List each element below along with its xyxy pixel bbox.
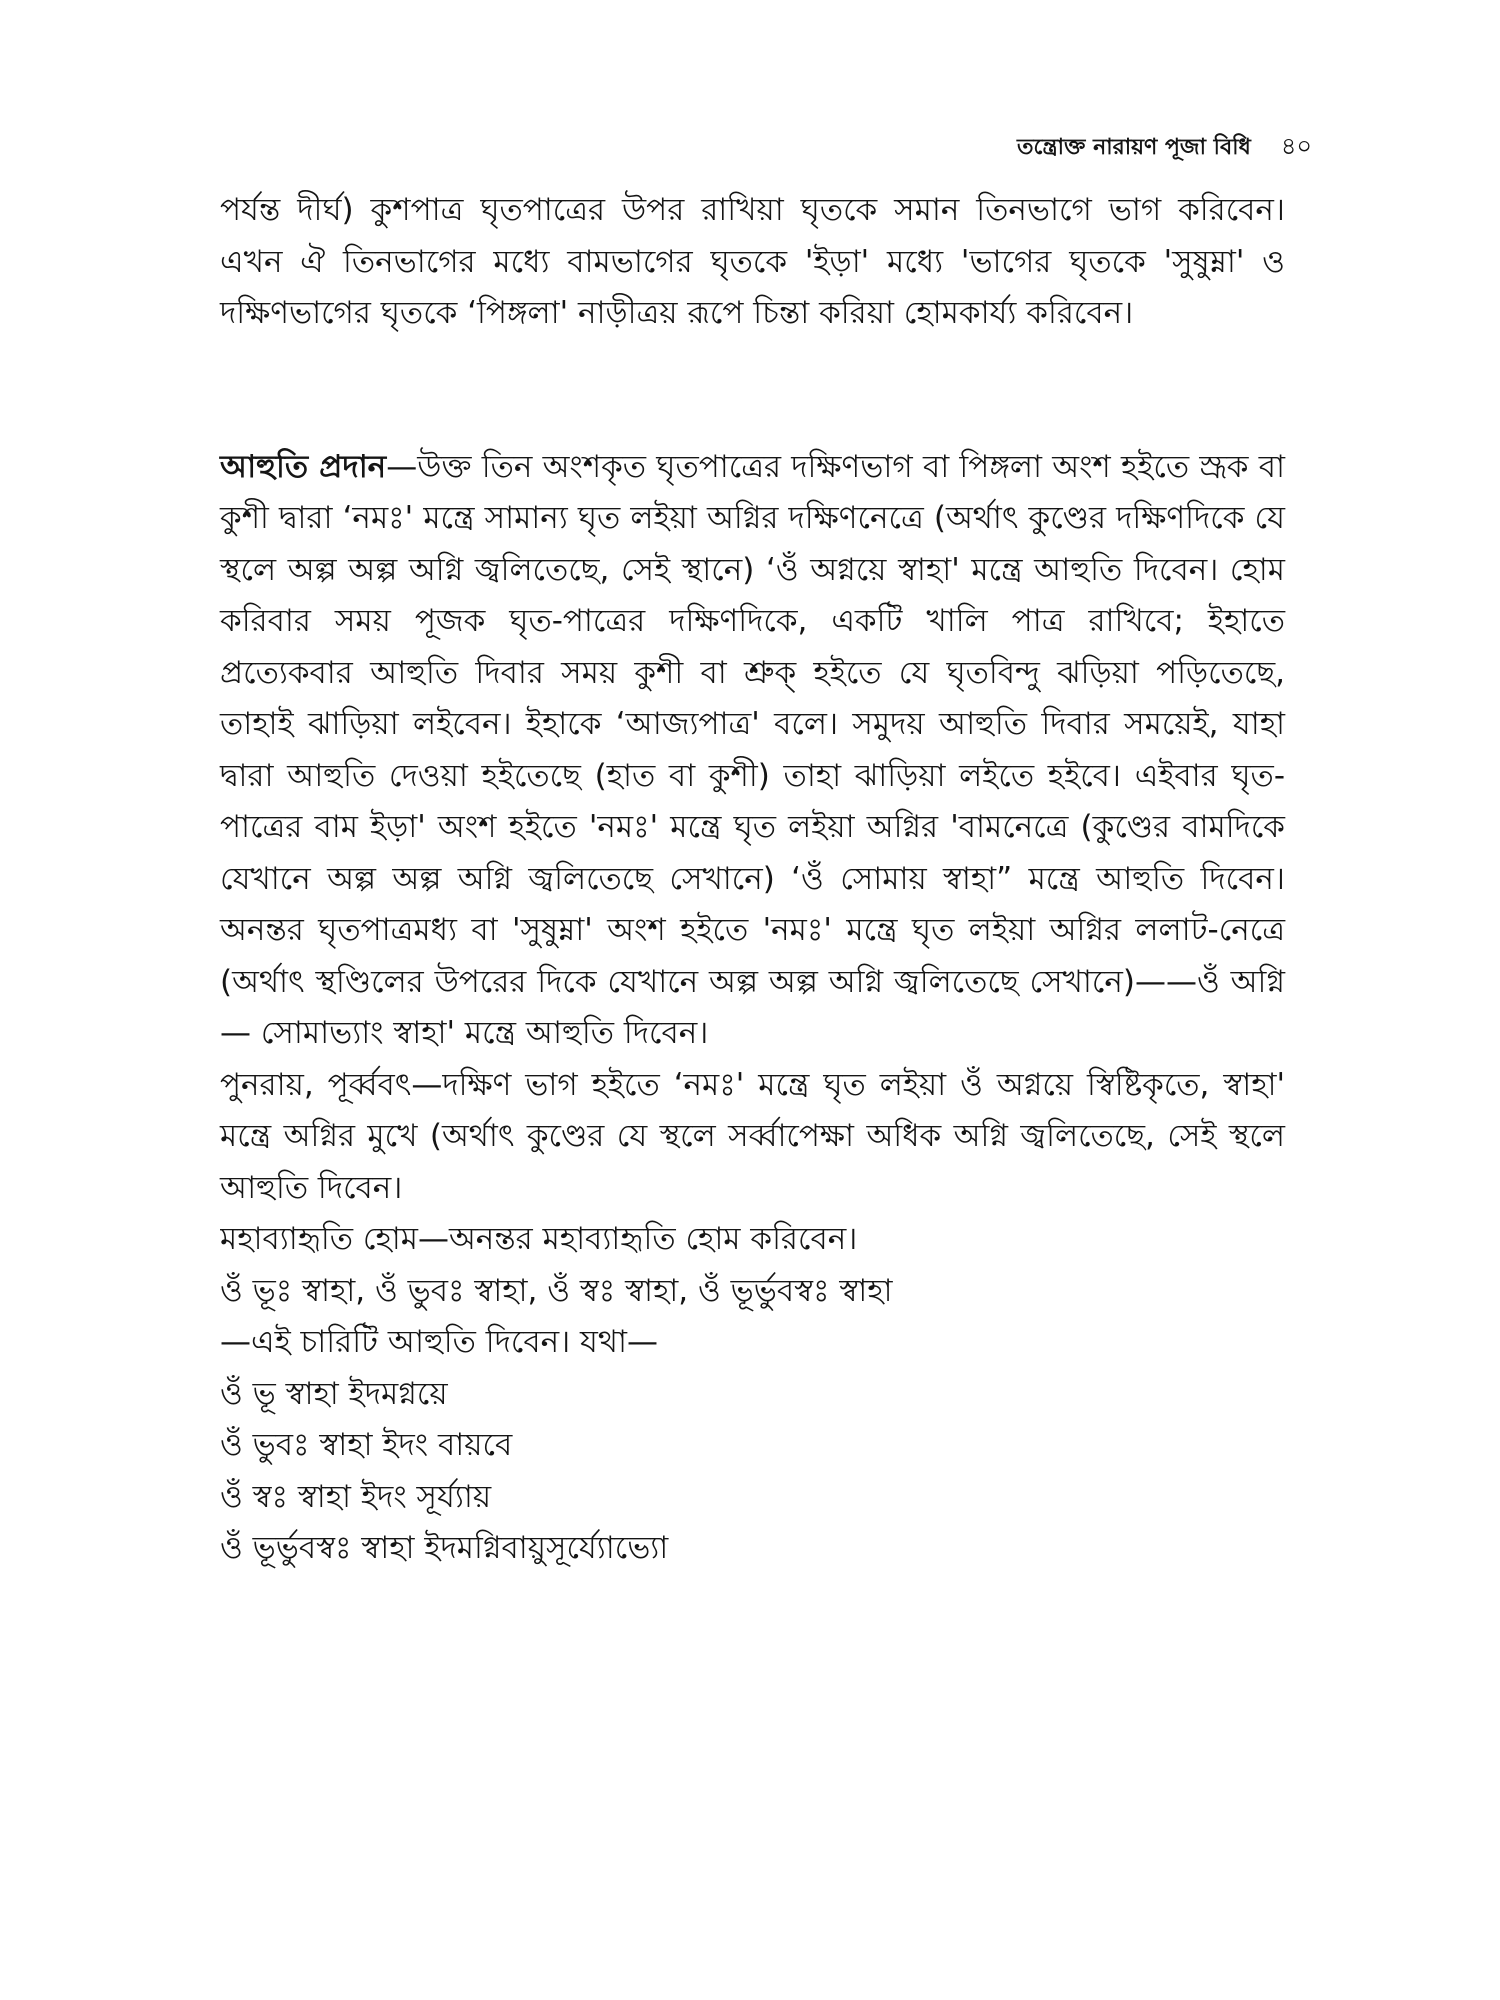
intro-paragraph: পর্যন্ত দীর্ঘ) কুশপাত্র ঘৃতপাত্রের উপর রাখিয়া ঘৃতকে সমান তিনভাগে ভাগ করিবেন। এখন ঐ তিনভাগের মধ্যে বামভাগের ঘৃতকে 'ইড়া' মধ্যে 'ভাগের ঘৃতকে 'সুষুম্না' ও দক্ষিণভাগের ঘৃতকে ‘পিঙ্গলা' নাড়ীত্রয় রূপে চিন্তা করিয়া হোমকার্য্য করিবেন। [220,192,1285,331]
body-text [220,185,1285,1575]
mantra-line: ওঁ স্বঃ স্বাহা ইদং সূর্য্যায় [220,1478,492,1515]
mantra-line: ওঁ ভূ স্বাহা ইদমগ্নয়ে [220,1375,448,1412]
mantra-line: ওঁ ভুবঃ স্বাহা ইদং বায়বে [220,1427,513,1463]
instruction-line: —এই চারিটি আহুতি দিবেন। যথা— [220,1324,658,1360]
punaray-paragraph: পুনরায়, পূর্ব্ববৎ—দক্ষিণ ভাগ হইতে ‘নমঃ' মন্ত্রে ঘৃত লইয়া ওঁ অগ্নয়ে স্বিষ্টিকৃতে, স্বাহা' মন্ত্রে অগ্নির মুখে (অর্থাৎ কুণ্ডের যে স্থলে সর্ব্বাপেক্ষা অধিক অগ্নি জ্বলিতেছে, সেই স্থলে আহুতি দিবেন। [220,1066,1285,1206]
ahuti-text: —উক্ত তিন অংশকৃত ঘৃতপাত্রের দক্ষিণভাগ বা পিঙ্গলা অংশ হইতে স্রূক বা কুশী দ্বারা ‘নমঃ' মন্ত্রে সামান্য ঘৃত লইয়া অগ্নির দক্ষিণনেত্রে (অর্থাৎ কুণ্ডের দক্ষিণদিকে যে স্থলে অল্প অল্প অগ্নি জ্বলিতেছে, সেই স্থানে) ‘ওঁ অগ্নয়ে স্বাহা' মন্ত্রে আহুতি দিবেন। হোম করিবার সময় পূজক ঘৃত-পাত্রের দক্ষিণদিকে, একটি খালি পাত্র রাখিবে; ইহাতে প্রত্যেকবার আহুতি দিবার সময় কুশী বা শ্রুক্ হইতে যে ঘৃতবিন্দু ঝড়িয়া পড়িতেছে, তাহাই ঝাড়িয়া লইবেন। ইহাকে ‘আজ্যপাত্র' বলে। সমুদয় আহুতি দিবার সময়েই, যাহা দ্বারা আহুতি দেওয়া হইতেছে (হাত বা কুশী) তাহা ঝাড়িয়া লইতে হইবে। এইবার ঘৃত-পাত্রের বাম ইড়া' অংশ হইতে 'নমঃ' মন্ত্রে ঘৃত লইয়া অগ্নির 'বামনেত্রে (কুণ্ডের বামদিকে যেখানে অল্প অল্প অগ্নি জ্বলিতেছে সেখানে) ‘ওঁ সোমায় স্বাহা” মন্ত্রে আহুতি দিবেন। অনন্তর ঘৃতপাত্রমধ্য বা 'সুষুম্না' অংশ হইতে 'নমঃ' মন্ত্রে ঘৃত লইয়া অগ্নির ললাট-নেত্রে (অর্থাৎ স্থণ্ডিলের উপরের দিকে যেখানে অল্প অল্প অগ্নি জ্বলিতেছে সেখানে)——ওঁ অগ্নি— সোমাভ্যাং স্বাহা' মন্ত্রে আহুতি দিবেন। [220,448,1285,1051]
running-title: তন্ত্রোক্ত নারায়ণ পূজা বিধি [1017,135,1251,160]
ahuti-paragraph [220,442,1285,1060]
mantra-line: ওঁ ভূর্ভুবস্বঃ স্বাহা ইদমগ্নিবায়ুসূর্য্যোভ্যো [220,1530,669,1566]
ahuti-heading: আহুতি প্রদান [220,448,387,485]
running-header [1017,128,1312,168]
paragraph-gap [220,340,1285,442]
mantra-line: ওঁ ভূঃ স্বাহা, ওঁ ভুবঃ স্বাহা, ওঁ স্বঃ স্বাহা, ওঁ ভূর্ভুবস্বঃ স্বাহা [220,1272,893,1309]
mahavyahriti-line: মহাব্যাহৃতি হোম—অনন্তর মহাব্যাহৃতি হোম করিবেন। [220,1221,858,1257]
page-number: ৪০ [1280,132,1312,160]
